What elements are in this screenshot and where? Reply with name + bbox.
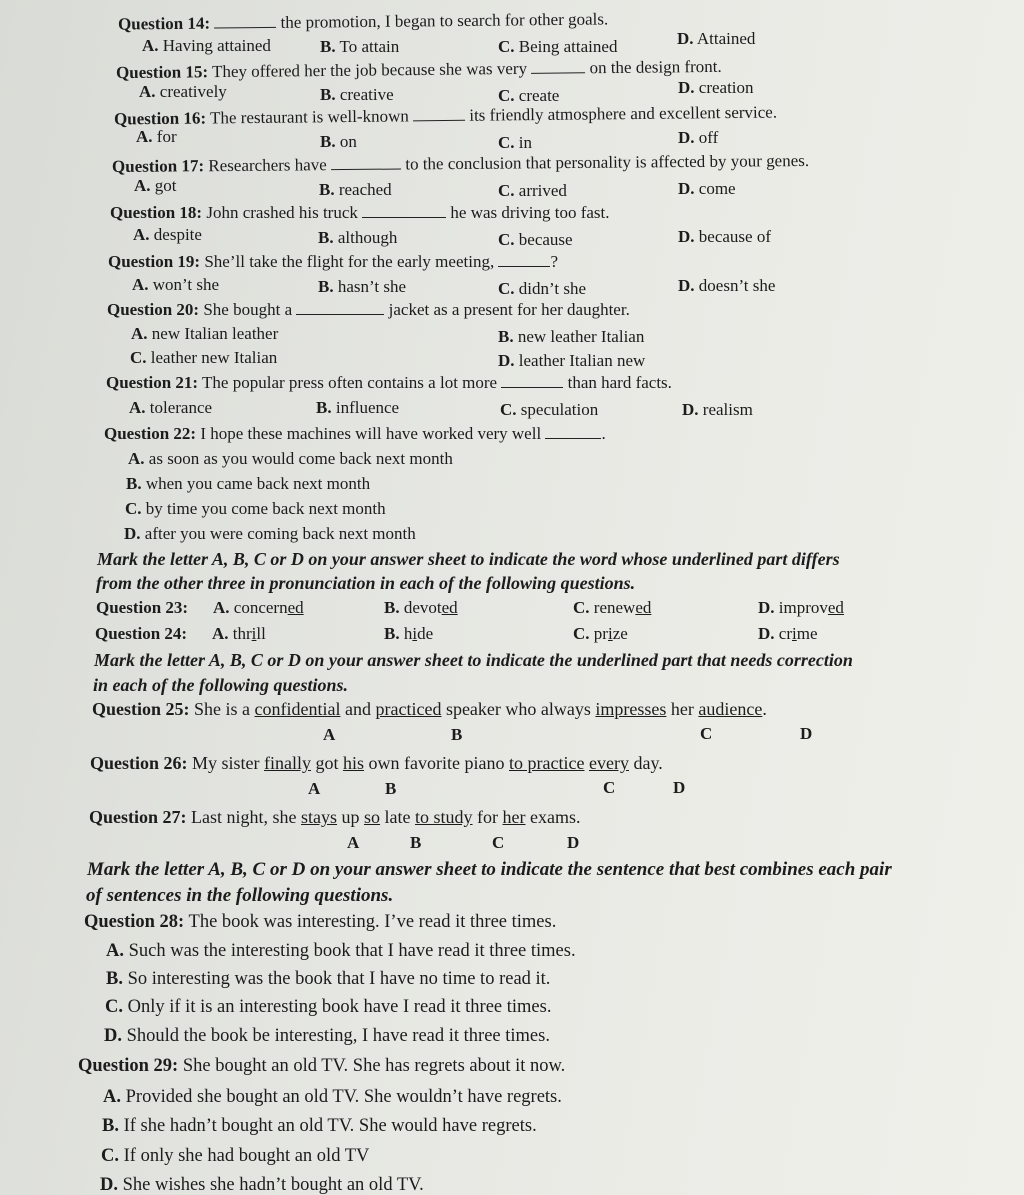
option-b: B. reached — [319, 180, 392, 199]
underlined-part-d: every — [588, 753, 629, 773]
underlined-part-b: his — [343, 753, 365, 773]
mark-d: D — [567, 833, 580, 852]
question-label: Question 14: — [117, 13, 211, 34]
underlined-part-a: finally — [264, 753, 312, 773]
underlined-part-c: impresses — [595, 699, 667, 719]
question-23: Question 23: — [96, 598, 189, 617]
answer-blank — [331, 155, 401, 171]
option-a: A. new Italian leather — [131, 324, 279, 343]
option-b: B. devoted — [384, 598, 458, 617]
question-24: Question 24: — [95, 624, 188, 643]
answer-blank — [362, 203, 446, 218]
option-c: C. because — [498, 230, 573, 249]
underlined-part-a: confidential — [254, 699, 341, 719]
question-17: Question 17: Researchers have to the conclusion that personality is affected by your genes. — [111, 150, 810, 177]
answer-blank — [501, 373, 563, 388]
mark-a: A — [308, 779, 321, 798]
option-b: B. creative — [320, 85, 394, 104]
question-21: Question 21: The popular press often contains a lot more than hard facts. — [106, 373, 672, 392]
underlined-part-c: to study — [415, 807, 473, 827]
question-25: Question 25: She is a confidential and practiced speaker who always impresses her audience. — [92, 699, 767, 719]
mark-b: B — [451, 725, 463, 744]
option-d: D. creation — [678, 78, 754, 97]
question-27: Question 27: Last night, she stays up so late to study for her exams. — [89, 807, 581, 827]
instruction-pronunciation: Mark the letter A, B, C or D on your answer sheet to indicate the word whose underlined part differs — [97, 549, 840, 569]
instruction-correction: Mark the letter A, B, C or D on your answer sheet to indicate the underlined part that needs correction — [94, 650, 853, 670]
option-a: A. thrill — [212, 624, 266, 643]
underlined-part-c: to practice — [509, 753, 585, 773]
option-b: B. If she hadn’t bought an old TV. She would have regrets. — [102, 1116, 537, 1136]
option-b: B. on — [320, 132, 357, 151]
underlined-part-b: so — [364, 807, 381, 827]
option-d: D. improved — [758, 598, 844, 617]
option-a: A. concerned — [213, 598, 304, 617]
question-20: Question 20: She bought a jacket as a present for her daughter. — [107, 300, 630, 319]
option-c: C. If only she had bought an old TV — [101, 1146, 370, 1166]
option-c: C. prize — [573, 624, 628, 643]
mark-c: C — [492, 833, 505, 852]
mark-c: C — [700, 724, 713, 743]
option-b: B. To attain — [320, 37, 400, 56]
option-c: C. create — [498, 86, 560, 105]
underlined-part-a: stays — [301, 807, 338, 827]
option-c: C. arrived — [498, 181, 567, 200]
question-18: Question 18: John crashed his truck he was driving too fast. — [110, 203, 610, 222]
option-d: D. leather Italian new — [498, 351, 646, 370]
option-d: D. Attained — [677, 29, 756, 48]
option-b: B. influence — [316, 398, 400, 417]
mark-c: C — [603, 778, 616, 797]
instruction-correction-line2: in each of the following questions. — [93, 675, 349, 695]
option-a: A. Having attained — [142, 36, 271, 55]
question-14 — [118, 9, 608, 34]
option-a: A. got — [134, 176, 177, 195]
option-c: C. in — [498, 133, 533, 152]
question-16: Question 16: The restaurant is well-known its friendly atmosphere and excellent service. — [113, 102, 778, 129]
instruction-combine: Mark the letter A, B, C or D on your answer sheet to indicate the sentence that best combines each pair — [87, 859, 892, 880]
option-b: B. when you came back next month — [126, 474, 371, 493]
option-c: C. renewed — [573, 598, 652, 617]
option-c: C. speculation — [500, 400, 599, 419]
option-c: C. by time you come back next month — [125, 499, 386, 518]
option-d: D. because of — [678, 227, 771, 246]
option-c: C. leather new Italian — [130, 348, 278, 367]
option-d: D. She wishes she hadn’t bought an old TV. — [100, 1175, 424, 1195]
question-28: Question 28: The book was interesting. I’ve read it three times. — [84, 912, 557, 932]
option-a: A. tolerance — [129, 398, 213, 417]
answer-blank — [413, 106, 465, 122]
option-d: D. after you were coming back next month — [124, 524, 416, 543]
option-a: A. as soon as you would come back next month — [128, 449, 453, 468]
answer-blank — [531, 58, 585, 74]
option-c: C. Being attained — [498, 37, 618, 56]
option-d: D. Should the book be interesting, I have read it three times. — [104, 1026, 550, 1046]
answer-blank — [214, 13, 276, 29]
option-d: D. crime — [758, 624, 818, 643]
mark-d: D — [673, 778, 686, 797]
option-a: A. for — [136, 127, 177, 146]
option-b: B. new leather Italian — [498, 327, 645, 346]
instruction-combine-line2: of sentences in the following questions. — [86, 885, 394, 906]
option-d: D. realism — [682, 400, 753, 419]
option-d: D. off — [678, 128, 719, 147]
option-c: C. Only if it is an interesting book have I read it three times. — [105, 997, 552, 1017]
option-a: A. won’t she — [132, 275, 220, 294]
question-15: Question 15: They offered her the job because she was very on the design front. — [115, 56, 722, 83]
option-c: C. didn’t she — [498, 279, 586, 298]
underlined-part-b: practiced — [375, 699, 442, 719]
option-a: A. Such was the interesting book that I have read it three times. — [106, 941, 576, 961]
mark-b: B — [385, 779, 397, 798]
answer-blank — [296, 300, 384, 315]
mark-a: A — [347, 833, 360, 852]
instruction-pronunciation-line2: from the other three in pronunciation in each of the following questions. — [96, 573, 636, 593]
option-b: B. So interesting was the book that I have no time to read it. — [106, 969, 551, 989]
option-a: A. despite — [133, 225, 202, 244]
question-26: Question 26: My sister finally got his own favorite piano to practice every day. — [90, 753, 663, 773]
answer-blank — [545, 424, 601, 439]
option-b: B. although — [318, 228, 398, 247]
mark-d: D — [800, 724, 813, 743]
option-a: A. creatively — [139, 82, 227, 101]
underlined-part-d: her — [502, 807, 526, 827]
question-29: Question 29: She bought an old TV. She has regrets about it now. — [78, 1056, 566, 1076]
option-b: B. hasn’t she — [318, 277, 406, 296]
question-19: Question 19: She’ll take the flight for the early meeting, ? — [108, 252, 558, 271]
answer-blank — [498, 252, 550, 267]
option-d: D. doesn’t she — [678, 276, 776, 295]
option-a: A. Provided she bought an old TV. She wouldn’t have regrets. — [103, 1087, 562, 1107]
mark-b: B — [410, 833, 422, 852]
underlined-part-d: audience — [698, 699, 763, 719]
option-b: B. hide — [384, 624, 434, 643]
question-22: Question 22: I hope these machines will have worked very well . — [104, 424, 606, 443]
mark-a: A — [323, 725, 336, 744]
question-text: the promotion, I began to search for other goals. — [280, 9, 609, 32]
option-d: D. come — [678, 179, 736, 198]
